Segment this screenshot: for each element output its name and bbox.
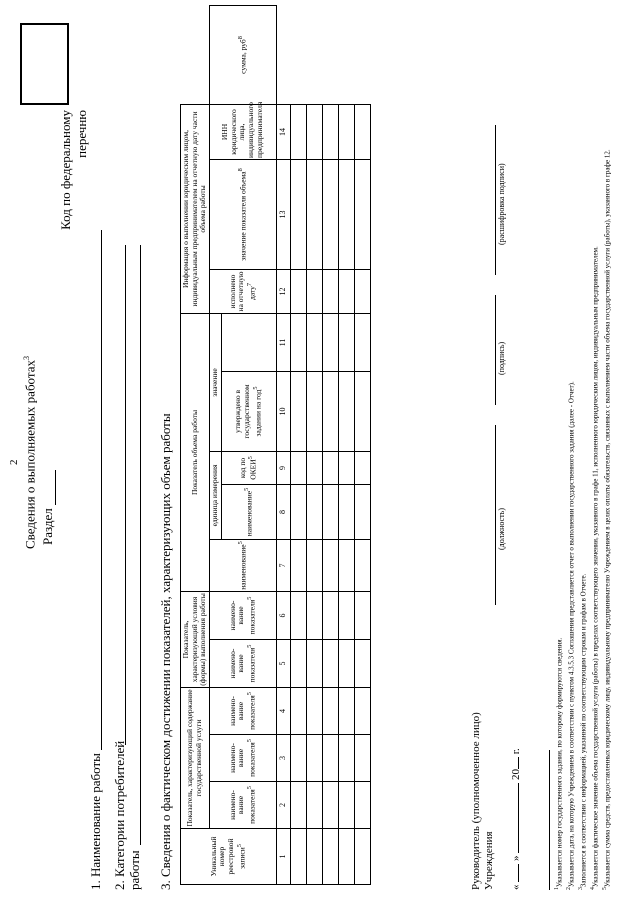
header-conditions-indicator-2 bbox=[209, 591, 276, 639]
col-number: 13 bbox=[276, 159, 290, 269]
date-year-prefix: 20 bbox=[510, 769, 522, 780]
work-name-label: 1. Наименование работы bbox=[88, 753, 103, 890]
header-content-group: Показатель, характеризующий содержание государственной услуги bbox=[181, 688, 210, 829]
section-blank-field bbox=[43, 470, 56, 505]
consumer-categories-label-2: работы bbox=[127, 850, 142, 890]
indicator-name-text: наимено-вание показателя bbox=[227, 742, 257, 777]
page-number: 2 bbox=[8, 459, 20, 465]
footnote-text: Указывается номер государственного задания, по которому формируются сведения. bbox=[555, 637, 564, 888]
table-row bbox=[338, 6, 354, 885]
date-year-suffix: г. bbox=[510, 748, 522, 755]
table-row bbox=[322, 6, 338, 885]
footnote-1 bbox=[554, 10, 564, 890]
date-line bbox=[510, 748, 522, 890]
consumer-categories-underline-2 bbox=[139, 245, 141, 845]
col-number: 1 bbox=[276, 829, 290, 885]
signature-underline bbox=[494, 295, 496, 405]
unit-okei-footnote-ref: 5 bbox=[247, 456, 255, 460]
head-label-2: Учреждения bbox=[483, 831, 495, 890]
footnote-marker: 2 bbox=[566, 887, 572, 890]
col-number: 9 bbox=[276, 451, 290, 484]
unit-okei-text: код по ОКЕИ bbox=[237, 457, 258, 480]
footnote-marker: 4 bbox=[590, 887, 596, 890]
footnote-text: Указывается фактическое значение объема государственной услуги (работы) в пределах соответствующего значения, указанного в графе 11, исполненного юридическим лицом, индивидуальным предпринимателем. bbox=[591, 246, 600, 888]
header-conditions-group: Показатель, характеризующий условия (формы) выполнения работы bbox=[181, 591, 210, 687]
decoding-underline bbox=[494, 125, 496, 275]
volume-name-text: наименование bbox=[238, 544, 248, 590]
col-number: 6 bbox=[276, 591, 290, 639]
header-volume-group: Показатель объема работы bbox=[181, 313, 210, 591]
column-number-row bbox=[276, 6, 290, 885]
indicator-footnote-ref: 5 bbox=[245, 739, 253, 743]
header-registry-number bbox=[181, 829, 277, 885]
header-info-group: Информация о выполнении юридическим лицом, индивидуальным предпринимателем на отчетную дату части объема работы bbox=[181, 104, 210, 313]
indicators-heading: 3. Сведения о фактическом достижении показателей, характеризующих объем работы bbox=[158, 413, 173, 890]
table-row bbox=[290, 6, 306, 885]
consumer-categories-underline-1 bbox=[124, 245, 126, 745]
col-number: 4 bbox=[276, 688, 290, 735]
header-value: значение bbox=[209, 313, 221, 451]
header-registry-text: Уникальный номер реестровой записи bbox=[208, 836, 247, 877]
position-caption: (должность) bbox=[497, 508, 506, 550]
header-approved bbox=[221, 371, 276, 451]
volume-name-footnote-ref: 5 bbox=[237, 541, 245, 545]
footnote-4 bbox=[590, 10, 600, 890]
section-label: Раздел bbox=[40, 508, 55, 545]
footnote-5 bbox=[602, 10, 612, 890]
header-row-2 bbox=[209, 6, 221, 885]
header-volume-value bbox=[209, 159, 276, 269]
header-content-indicator-1 bbox=[209, 782, 276, 829]
approved-footnote-ref: 5 bbox=[251, 386, 259, 390]
approved-text: утверждено в государственном задании на год bbox=[233, 384, 263, 439]
volume-value-footnote-ref: 8 bbox=[237, 168, 245, 172]
title-footnote-ref: 3 bbox=[22, 356, 31, 360]
document-title bbox=[22, 300, 38, 605]
work-name-underline bbox=[100, 230, 102, 750]
header-unit-okei bbox=[221, 451, 276, 484]
footnote-marker: 5 bbox=[602, 887, 608, 890]
footnote-3 bbox=[578, 10, 588, 890]
header-content-indicator-3 bbox=[209, 688, 276, 735]
federal-code-box bbox=[20, 23, 69, 105]
footnote-text: Указывается сумма средств, предоставленных юридическому лицу, индивидуальному предпринимателю Учреждением в целях оплаты обязательств, связанных с выполнением части объема государственной услуги (работы), указанного в графе 12. bbox=[603, 149, 612, 888]
unit-name-footnote-ref: 5 bbox=[242, 487, 250, 491]
indicator-footnote-ref: 5 bbox=[245, 596, 253, 600]
indicators-table bbox=[180, 5, 371, 885]
header-sum bbox=[209, 6, 276, 105]
header-content-indicator-2 bbox=[209, 735, 276, 782]
volume-value-text: значение показателя объема bbox=[238, 171, 248, 261]
registry-footnote-ref: 5 bbox=[235, 844, 243, 848]
col-number: 11 bbox=[276, 313, 290, 371]
col-number: 12 bbox=[276, 269, 290, 313]
header-inn: ИНН юридического лица, индивидуального предпринимателя bbox=[209, 104, 276, 159]
col-number: 7 bbox=[276, 539, 290, 591]
header-conditions-indicator-1 bbox=[209, 640, 276, 688]
date-open-quote: « bbox=[510, 884, 522, 890]
col-number: 2 bbox=[276, 782, 290, 829]
indicator-name-text: наимено-вание показателя bbox=[227, 789, 257, 824]
sum-footnote-ref: 8 bbox=[237, 36, 245, 40]
footnote-text: Заполняется в соответствии с информацией, указанной по соответствующим строкам и графам в Отчете. bbox=[579, 573, 588, 888]
table-row bbox=[306, 6, 322, 885]
consumer-categories-label-1: 2. Категории потребителей bbox=[112, 740, 127, 890]
executed-text: исполнено на отчетную дату bbox=[227, 271, 257, 312]
date-close-quote: » bbox=[510, 855, 522, 861]
indicator-footnote-ref: 5 bbox=[245, 786, 253, 790]
unit-name-text: наименование bbox=[244, 490, 254, 537]
col-number: 8 bbox=[276, 484, 290, 539]
title-text: Сведения о выполняемых работах bbox=[22, 360, 38, 549]
header-executed bbox=[209, 269, 276, 313]
indicator-name-text: наимено-вание показателя bbox=[227, 647, 257, 683]
table-row bbox=[354, 6, 370, 885]
indicator-name-text: наимено-вание показателя bbox=[227, 599, 257, 635]
col-number: 3 bbox=[276, 735, 290, 782]
indicator-footnote-ref: 5 bbox=[245, 692, 253, 696]
section-line bbox=[40, 470, 56, 545]
decoding-caption: (расшифровка подписи) bbox=[497, 163, 506, 245]
col-number: 5 bbox=[276, 640, 290, 688]
head-label-1: Руководитель (уполномоченное лицо) bbox=[470, 712, 482, 890]
col-number: 10 bbox=[276, 371, 290, 451]
header-unit: единица измерения bbox=[209, 451, 221, 539]
footnote-divider bbox=[549, 750, 550, 890]
indicator-footnote-ref: 5 bbox=[245, 644, 253, 648]
federal-code-label: Код по федеральному перечню bbox=[58, 110, 89, 230]
position-underline bbox=[494, 425, 496, 605]
footnote-text: Указывается дата, на которую Учреждением в соответствии с пунктом 4.3.5.3 Соглашения представляется отчет о выполнении государственного задания (далее - Отчет). bbox=[567, 381, 576, 888]
signature-caption: (подпись) bbox=[497, 341, 506, 375]
header-row-1 bbox=[181, 6, 210, 885]
sum-text: сумма, руб bbox=[238, 39, 248, 74]
indicator-name-text: наимено-вание показателя bbox=[227, 695, 257, 730]
footnote-marker: 1 bbox=[554, 887, 560, 890]
footnote-2 bbox=[566, 10, 576, 890]
header-unit-name bbox=[221, 484, 276, 539]
header-volume-name bbox=[209, 539, 276, 591]
footnote-marker: 3 bbox=[578, 887, 584, 890]
col-number: 14 bbox=[276, 104, 290, 159]
executed-footnote-ref: 7 bbox=[245, 282, 253, 287]
